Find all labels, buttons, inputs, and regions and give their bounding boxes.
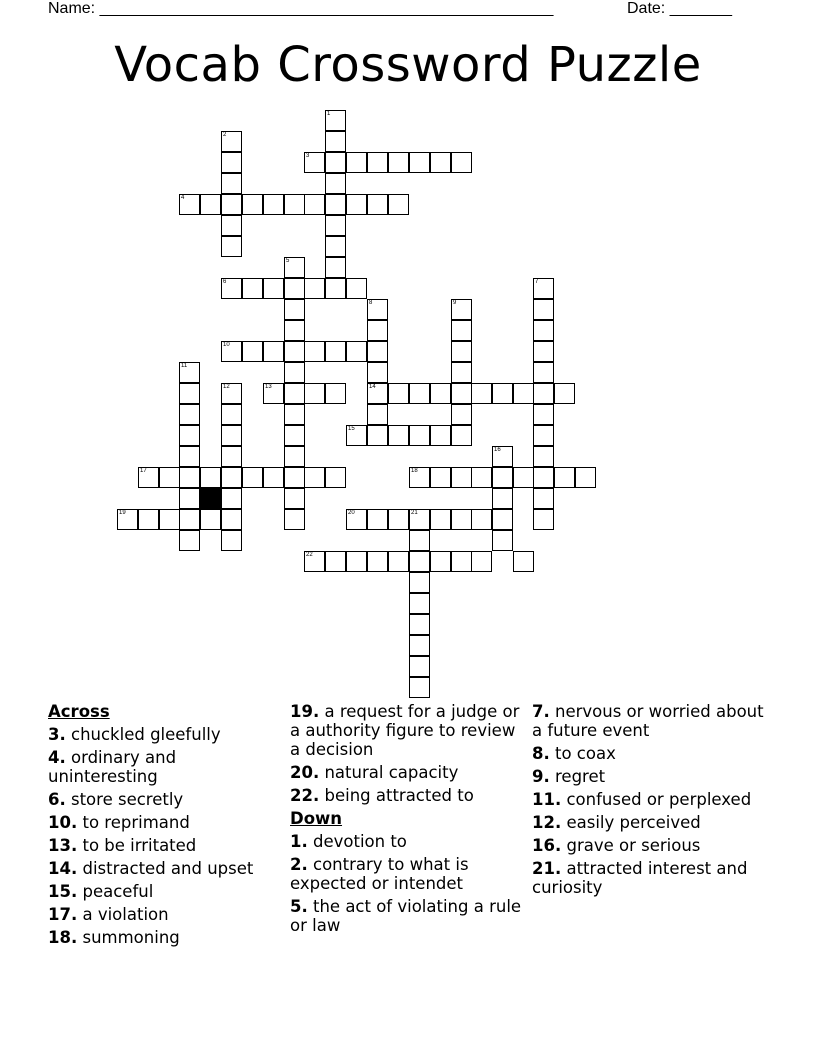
clue-text: ordinary and uninteresting	[48, 748, 177, 786]
grid-cell[interactable]	[325, 131, 346, 152]
clue-text: summoning	[77, 928, 180, 947]
clue-across	[48, 725, 280, 744]
clue-number: 13.	[48, 836, 78, 855]
grid-cell[interactable]	[430, 152, 451, 173]
grid-cell[interactable]	[325, 551, 346, 572]
grid-cell[interactable]	[221, 236, 242, 257]
grid-cell[interactable]	[263, 194, 284, 215]
clue-number: 18.	[48, 928, 78, 947]
cell-number: 12	[223, 384, 230, 390]
grid-cell[interactable]	[451, 467, 472, 488]
grid-cell[interactable]	[451, 320, 472, 341]
cell-number: 6	[223, 279, 227, 285]
grid-cell-10[interactable]	[221, 341, 242, 362]
clue-text: to be irritated	[77, 836, 197, 855]
clue-text: nervous or worried about a future event	[532, 702, 764, 740]
header	[48, 0, 748, 20]
grid-cell[interactable]	[430, 509, 451, 530]
grid-cell[interactable]	[325, 467, 346, 488]
grid-cell[interactable]	[304, 278, 325, 299]
grid-cell[interactable]	[284, 320, 305, 341]
grid-cell[interactable]	[284, 194, 305, 215]
grid-cell[interactable]	[409, 635, 430, 656]
clue-across	[48, 882, 280, 901]
clue-number: 7.	[532, 702, 550, 721]
grid-cell[interactable]	[325, 257, 346, 278]
clue-down	[290, 855, 524, 893]
grid-cell[interactable]	[533, 362, 554, 383]
cell-number: 13	[265, 384, 272, 390]
clue-number: 16.	[532, 836, 562, 855]
grid-cell[interactable]	[138, 509, 159, 530]
clue-across	[48, 790, 280, 809]
clue-number: 5.	[290, 897, 308, 916]
grid-cell[interactable]	[533, 509, 554, 530]
grid-cell[interactable]	[451, 551, 472, 572]
grid-cell[interactable]	[179, 383, 200, 404]
clue-number: 15.	[48, 882, 78, 901]
grid-cell[interactable]	[409, 383, 430, 404]
clue-text: devotion to	[307, 832, 407, 851]
grid-cell-11[interactable]	[179, 362, 200, 383]
grid-cell[interactable]	[304, 341, 325, 362]
grid-cell[interactable]	[179, 530, 200, 551]
grid-cell[interactable]	[367, 152, 388, 173]
grid-cell[interactable]	[263, 467, 284, 488]
clue-text: peaceful	[77, 882, 154, 901]
clue-text: being attracted to	[319, 786, 474, 805]
grid-cell[interactable]	[284, 467, 305, 488]
grid-cell[interactable]	[451, 425, 472, 446]
grid-cell[interactable]	[367, 194, 388, 215]
grid-cell[interactable]	[471, 467, 492, 488]
grid-cell-14[interactable]	[367, 383, 388, 404]
grid-cell[interactable]	[513, 551, 534, 572]
grid-cell[interactable]	[533, 383, 554, 404]
grid-cell[interactable]	[492, 488, 513, 509]
grid-cell[interactable]	[242, 194, 263, 215]
clues-column-2	[290, 702, 524, 939]
grid-cell[interactable]	[325, 152, 346, 173]
grid-cell[interactable]	[533, 425, 554, 446]
grid-cell[interactable]	[159, 467, 180, 488]
grid-cell[interactable]	[346, 152, 367, 173]
grid-cell[interactable]	[533, 488, 554, 509]
grid-cell-6[interactable]	[221, 278, 242, 299]
clue-across	[48, 836, 280, 855]
cell-number: 11	[181, 363, 188, 369]
grid-cell[interactable]	[284, 299, 305, 320]
across-heading: Across	[48, 702, 110, 721]
grid-cell[interactable]	[179, 467, 200, 488]
grid-cell[interactable]	[346, 551, 367, 572]
grid-cell[interactable]	[179, 404, 200, 425]
clue-text: to coax	[549, 744, 616, 763]
grid-cell[interactable]	[325, 278, 346, 299]
grid-cell[interactable]	[367, 509, 388, 530]
grid-cell[interactable]	[554, 383, 575, 404]
grid-cell[interactable]	[325, 194, 346, 215]
black-cell	[200, 488, 221, 509]
grid-cell-12[interactable]	[221, 383, 242, 404]
clue-text: confused or perplexed	[561, 790, 752, 809]
grid-cell[interactable]	[409, 614, 430, 635]
grid-cell[interactable]	[451, 152, 472, 173]
clue-across	[48, 859, 280, 878]
grid-cell[interactable]	[409, 656, 430, 677]
grid-cell[interactable]	[284, 383, 305, 404]
grid-cell[interactable]	[409, 530, 430, 551]
grid-cell[interactable]	[284, 341, 305, 362]
grid-cell[interactable]	[367, 362, 388, 383]
clue-down	[532, 702, 772, 740]
grid-cell[interactable]	[492, 383, 513, 404]
grid-cell[interactable]	[367, 425, 388, 446]
grid-cell[interactable]	[388, 425, 409, 446]
down-clue-list	[290, 832, 524, 935]
clue-down	[290, 897, 524, 935]
grid-cell[interactable]	[388, 194, 409, 215]
grid-cell[interactable]	[513, 383, 534, 404]
grid-cell[interactable]	[325, 236, 346, 257]
cell-number: 16	[494, 447, 501, 453]
clue-across	[290, 786, 524, 805]
grid-cell-15[interactable]	[346, 425, 367, 446]
clue-text: the act of violating a rule or law	[290, 897, 522, 935]
grid-cell[interactable]	[221, 446, 242, 467]
cell-number: 1	[327, 111, 331, 117]
grid-cell[interactable]	[200, 467, 221, 488]
grid-cell[interactable]	[451, 341, 472, 362]
clue-text: natural capacity	[319, 763, 459, 782]
clue-number: 10.	[48, 813, 78, 832]
grid-cell[interactable]	[367, 551, 388, 572]
cell-number: 17	[140, 468, 147, 474]
clue-number: 22.	[290, 786, 320, 805]
grid-cell[interactable]	[304, 383, 325, 404]
grid-cell[interactable]	[430, 467, 451, 488]
grid-cell-2[interactable]	[221, 131, 242, 152]
grid-cell[interactable]	[346, 194, 367, 215]
grid-cell-22[interactable]	[304, 551, 325, 572]
grid-cell[interactable]	[430, 551, 451, 572]
grid-cell[interactable]	[492, 467, 513, 488]
cell-number: 3	[306, 153, 310, 159]
cell-number: 4	[181, 195, 185, 201]
grid-cell[interactable]	[221, 530, 242, 551]
grid-cell[interactable]	[263, 278, 284, 299]
clue-number: 8.	[532, 744, 550, 763]
grid-cell[interactable]	[179, 425, 200, 446]
grid-cell[interactable]	[513, 467, 534, 488]
clue-number: 19.	[290, 702, 320, 721]
cell-number: 7	[535, 279, 539, 285]
grid-cell[interactable]	[409, 677, 430, 698]
grid-cell-17[interactable]	[138, 467, 159, 488]
grid-cell[interactable]	[492, 530, 513, 551]
grid-cell[interactable]	[221, 173, 242, 194]
clue-number: 9.	[532, 767, 550, 786]
grid-cell[interactable]	[409, 425, 430, 446]
clue-across	[290, 763, 524, 782]
grid-cell[interactable]	[388, 509, 409, 530]
grid-cell[interactable]	[325, 383, 346, 404]
grid-cell-7[interactable]	[533, 278, 554, 299]
clue-number: 6.	[48, 790, 66, 809]
grid-cell[interactable]	[325, 215, 346, 236]
clue-number: 2.	[290, 855, 308, 874]
clue-text: easily perceived	[561, 813, 701, 832]
cell-number: 14	[369, 384, 376, 390]
clue-text: a violation	[77, 905, 169, 924]
grid-cell[interactable]	[533, 341, 554, 362]
clue-text: to reprimand	[77, 813, 190, 832]
clue-text: distracted and upset	[77, 859, 254, 878]
clue-number: 4.	[48, 748, 66, 767]
cell-number: 19	[119, 510, 126, 516]
cell-number: 2	[223, 132, 227, 138]
grid-cell[interactable]	[179, 446, 200, 467]
grid-cell-16[interactable]	[492, 446, 513, 467]
grid-cell[interactable]	[533, 446, 554, 467]
grid-cell[interactable]	[221, 509, 242, 530]
across-clue-list	[48, 725, 280, 947]
grid-cell[interactable]	[200, 194, 221, 215]
grid-cell[interactable]	[554, 467, 575, 488]
grid-cell[interactable]	[221, 215, 242, 236]
grid-cell[interactable]	[492, 509, 513, 530]
grid-cell[interactable]	[471, 383, 492, 404]
name-field[interactable]: Name: ___________________________________________________	[48, 0, 554, 17]
cell-number: 10	[223, 342, 230, 348]
clue-number: 3.	[48, 725, 66, 744]
clue-down	[532, 767, 772, 786]
grid-cell-8[interactable]	[367, 299, 388, 320]
clue-down	[532, 836, 772, 855]
grid-cell[interactable]	[242, 467, 263, 488]
grid-cell[interactable]	[471, 551, 492, 572]
grid-cell[interactable]	[451, 509, 472, 530]
clues-column-1	[48, 702, 280, 951]
grid-cell[interactable]	[409, 551, 430, 572]
grid-cell[interactable]	[533, 299, 554, 320]
clues-column-3	[532, 702, 772, 901]
cell-number: 9	[453, 300, 457, 306]
clue-down	[532, 744, 772, 763]
grid-cell[interactable]	[284, 278, 305, 299]
grid-cell-19[interactable]	[117, 509, 138, 530]
grid-cell-1[interactable]	[325, 110, 346, 131]
grid-cell[interactable]	[200, 509, 221, 530]
clue-across	[48, 748, 280, 786]
grid-cell[interactable]	[263, 341, 284, 362]
cell-number: 5	[286, 258, 290, 264]
grid-cell[interactable]	[284, 362, 305, 383]
grid-cell[interactable]	[388, 551, 409, 572]
clue-number: 21.	[532, 859, 562, 878]
grid-cell[interactable]	[575, 467, 596, 488]
date-field[interactable]: Date: _______	[627, 0, 732, 17]
grid-cell[interactable]	[430, 383, 451, 404]
grid-cell[interactable]	[304, 467, 325, 488]
grid-cell[interactable]	[388, 383, 409, 404]
grid-cell[interactable]	[221, 488, 242, 509]
grid-cell-18[interactable]	[409, 467, 430, 488]
clue-number: 17.	[48, 905, 78, 924]
clue-text: store secretly	[65, 790, 184, 809]
grid-cell[interactable]	[284, 425, 305, 446]
down-clue-list-continued	[532, 702, 772, 897]
clue-text: attracted interest and curiosity	[532, 859, 748, 897]
grid-cell-13[interactable]	[263, 383, 284, 404]
clue-number: 20.	[290, 763, 320, 782]
cell-number: 8	[369, 300, 373, 306]
grid-cell[interactable]	[159, 509, 180, 530]
clue-text: chuckled gleefully	[65, 725, 221, 744]
grid-cell[interactable]	[284, 488, 305, 509]
grid-cell[interactable]	[367, 404, 388, 425]
clue-across	[290, 702, 524, 759]
grid-cell[interactable]	[346, 341, 367, 362]
clue-number: 12.	[532, 813, 562, 832]
grid-cell[interactable]	[221, 404, 242, 425]
cell-number: 21	[411, 510, 418, 516]
grid-cell[interactable]	[242, 278, 263, 299]
grid-cell[interactable]	[430, 425, 451, 446]
grid-cell[interactable]	[284, 404, 305, 425]
across-clue-list-continued	[290, 702, 524, 805]
grid-cell[interactable]	[284, 509, 305, 530]
grid-cell[interactable]	[409, 572, 430, 593]
clue-across	[48, 813, 280, 832]
clue-text: regret	[549, 767, 606, 786]
grid-cell-9[interactable]	[451, 299, 472, 320]
grid-cell[interactable]	[242, 341, 263, 362]
grid-cell[interactable]	[409, 593, 430, 614]
page-title: Vocab Crossword Puzzle	[114, 37, 702, 93]
grid-cell[interactable]	[325, 173, 346, 194]
grid-cell[interactable]	[533, 320, 554, 341]
grid-cell[interactable]	[179, 488, 200, 509]
cell-number: 20	[348, 510, 355, 516]
cell-number: 22	[306, 552, 313, 558]
grid-cell[interactable]	[409, 152, 430, 173]
grid-cell-3[interactable]	[304, 152, 325, 173]
grid-cell[interactable]	[221, 425, 242, 446]
clue-text: contrary to what is expected or intendet	[290, 855, 469, 893]
clue-across	[48, 928, 280, 947]
grid-cell-5[interactable]	[284, 257, 305, 278]
grid-cell[interactable]	[346, 278, 367, 299]
clue-number: 1.	[290, 832, 308, 851]
cell-number: 15	[348, 426, 355, 432]
clue-number: 11.	[532, 790, 562, 809]
grid-cell[interactable]	[284, 446, 305, 467]
grid-cell[interactable]	[388, 152, 409, 173]
grid-cell[interactable]	[533, 467, 554, 488]
grid-cell[interactable]	[451, 362, 472, 383]
grid-cell[interactable]	[304, 194, 325, 215]
grid-cell[interactable]	[325, 341, 346, 362]
grid-cell-4[interactable]	[179, 194, 200, 215]
clue-text: a request for a judge or a authority figure to review a decision	[290, 702, 520, 759]
grid-cell[interactable]	[451, 383, 472, 404]
grid-cell[interactable]	[179, 509, 200, 530]
grid-cell[interactable]	[451, 404, 472, 425]
down-heading: Down	[290, 809, 343, 828]
grid-cell[interactable]	[221, 152, 242, 173]
grid-cell[interactable]	[221, 467, 242, 488]
grid-cell-21[interactable]	[409, 509, 430, 530]
clue-down	[532, 859, 772, 897]
grid-cell[interactable]	[221, 194, 242, 215]
grid-cell[interactable]	[367, 341, 388, 362]
clue-down	[532, 813, 772, 832]
grid-cell[interactable]	[533, 404, 554, 425]
clue-across	[48, 905, 280, 924]
grid-cell[interactable]	[367, 320, 388, 341]
grid-cell-20[interactable]	[346, 509, 367, 530]
grid-cell[interactable]	[471, 509, 492, 530]
clue-down	[532, 790, 772, 809]
clue-text: grave or serious	[561, 836, 701, 855]
clue-down	[290, 832, 524, 851]
cell-number: 18	[411, 468, 418, 474]
clue-number: 14.	[48, 859, 78, 878]
